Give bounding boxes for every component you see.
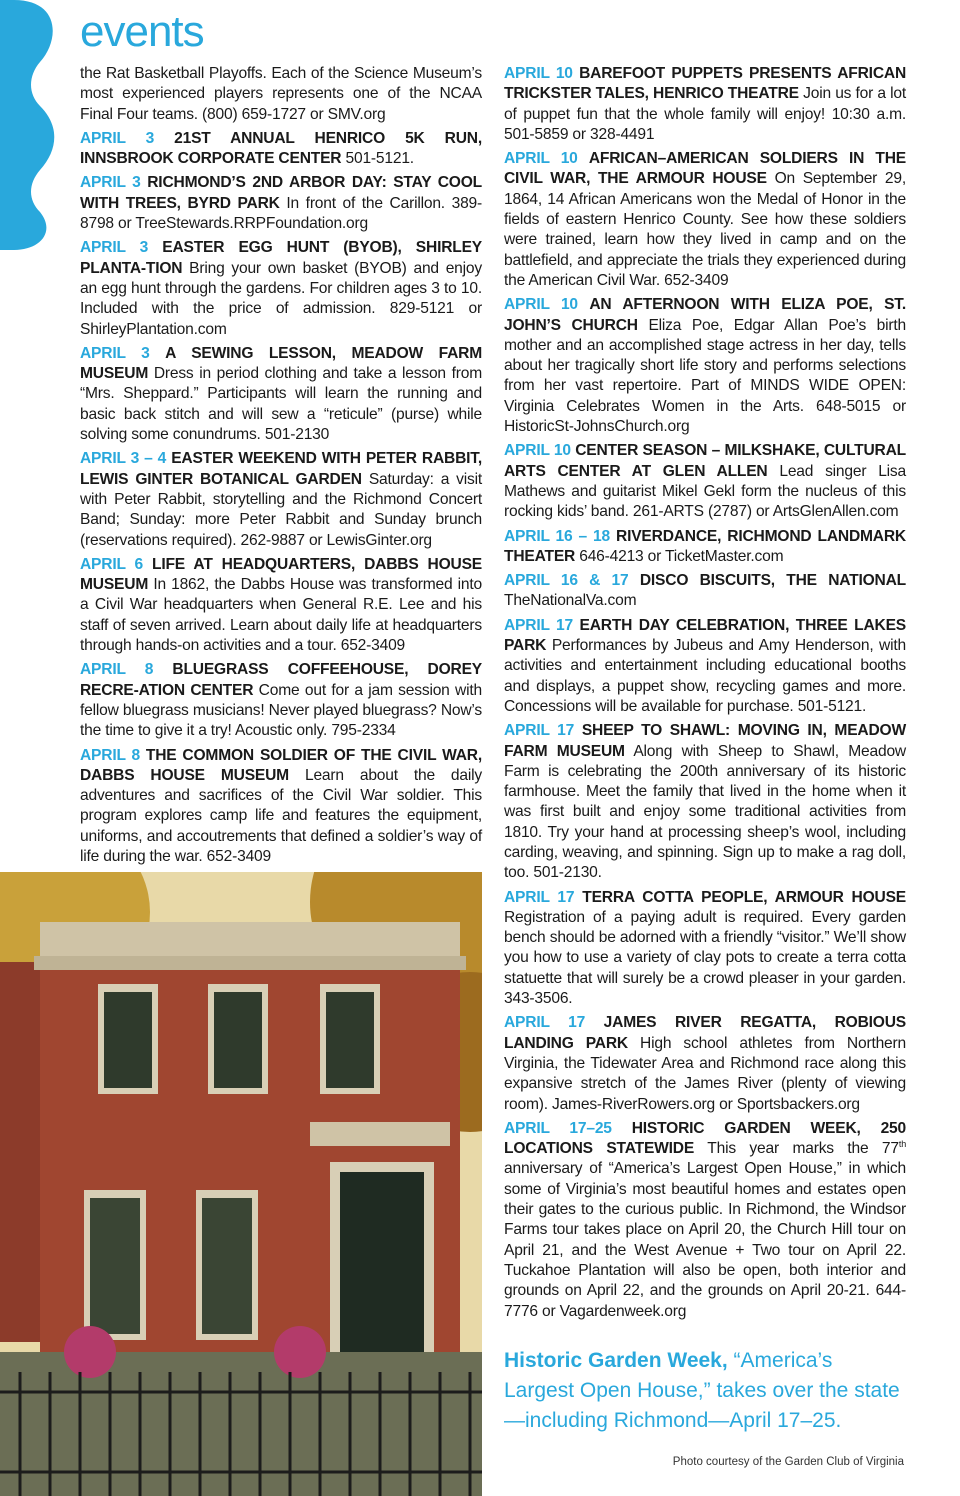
event-listing bbox=[504, 888, 906, 1010]
event-title: HISTORIC GARDEN WEEK, 250 LOCATIONS STATEWIDE bbox=[504, 1119, 906, 1158]
event-date: APRIL 3 bbox=[80, 344, 150, 362]
event-date: APRIL 10 bbox=[504, 65, 573, 82]
event-body: Registration of a paying adult is required. Every garden bench should be adorned with a friendly “visitor.” We’ll show you how to use a variety of clay pots to create a terra cotta statuette that will surely be a crowd pleaser in your garden. 343-3506. bbox=[504, 908, 906, 1008]
event-date: APRIL 3 – 4 bbox=[80, 450, 167, 468]
event-body: On September 29, 1864, 14 African Americans won the Medal of Honor in the fields of eastern Henrico County. See how these soldiers were trained, learn how they lived in camp and on the battlefield, and appreciate the trials they experienced during the American Civil War. 652-3409 bbox=[504, 170, 906, 289]
event-title: BLUEGRASS COFFEEHOUSE, DOREY RECRE-ATION CENTER bbox=[80, 661, 483, 699]
event-date: APRIL 8 bbox=[80, 661, 154, 679]
event-listing bbox=[504, 295, 906, 437]
event-body-continued: anniversary of “America’s Largest Open House,” in which some of Virginia’s most beautiful homes and estates open their gates to the curious public. In Richmond, the Windsor Farms tour takes place on April 20, the Church Hill tour on April 21, and the West Avenue + Two tour on April 22. Tuckahoe Plantation will also be open, both interior and grounds on April 22, and the grounds on April 20-21. 644-7776 or Vagardenweek.org bbox=[504, 1160, 906, 1320]
ordinal-suffix: th bbox=[898, 1138, 906, 1149]
photo-caption bbox=[504, 1346, 904, 1436]
event-date: APRIL 17 bbox=[504, 888, 575, 906]
caption-lead: Historic Garden Week, bbox=[504, 1349, 728, 1372]
intro-paragraph: the Rat Basketball Playoffs. Each of the Science Museum’s most experienced players represents one of the NCAA Final Four teams. (800) 659-1727 or SMV.org bbox=[80, 65, 482, 123]
event-body: Join us for a lot of puppet fun that the whole family will enjoy! 10:30 a.m. 501-5859 or 328-4491 bbox=[504, 85, 906, 143]
event-listing bbox=[80, 173, 482, 234]
event-title: LIFE AT HEADQUARTERS, DABBS HOUSE MUSEUM bbox=[80, 555, 482, 594]
photo-credit: Photo courtesy of the Garden Club of Virginia bbox=[672, 1456, 904, 1468]
event-listing bbox=[80, 746, 482, 868]
event-body: TheNationalVa.com bbox=[504, 592, 637, 610]
event-date: APRIL 10 bbox=[504, 296, 578, 314]
event-title: TERRA COTTA PEOPLE, ARMOUR HOUSE bbox=[582, 888, 906, 906]
event-date: APRIL 3 bbox=[80, 174, 141, 192]
event-body: Performances by Jubeus and Amy Henderson, with activities and entertainment including educational booths and displays, a puppet show, recycling games and more. Concessions will be available for purchase. 501-5121. bbox=[504, 637, 906, 715]
event-title: JAMES RIVER REGATTA, ROBIOUS LANDING PARK bbox=[504, 1014, 906, 1052]
right-column bbox=[504, 64, 906, 1326]
event-date: APRIL 17 bbox=[504, 1014, 586, 1032]
event-listing bbox=[504, 149, 906, 291]
event-date: APRIL 17–25 bbox=[504, 1119, 612, 1137]
event-listing bbox=[80, 555, 482, 656]
event-body: High school athletes from Northern Virginia, the Tidewater Area and Richmond race along this expansive stretch of the James River (plenty of viewing room). James-RiverRowers.org or Sportsbackers.org bbox=[504, 1034, 906, 1113]
event-date: APRIL 17 bbox=[504, 616, 573, 634]
event-body: Lead singer Lisa Mathews and guitarist Mikel Gekl form the nucleus of this rocking kids’ band. 261-ARTS (2787) or ArtsGlenAllen.com bbox=[504, 462, 906, 521]
event-title: EASTER EGG HUNT (BYOB), SHIRLEY PLANTA-TION bbox=[80, 239, 482, 277]
event-listing bbox=[80, 660, 482, 741]
event-title: EASTER WEEKEND WITH PETER RABBIT, LEWIS GINTER BOTANICAL GARDEN bbox=[80, 450, 482, 488]
event-title: AFRICAN–AMERICAN SOLDIERS IN THE CIVIL WAR, THE ARMOUR HOUSE bbox=[504, 150, 906, 188]
event-date: APRIL 8 bbox=[80, 746, 140, 764]
event-listing bbox=[504, 571, 906, 612]
event-title: A SEWING LESSON, MEADOW FARM MUSEUM bbox=[80, 344, 483, 383]
event-title: AN AFTERNOON WITH ELIZA POE, ST. JOHN’S CHURCH bbox=[504, 296, 907, 334]
event-body: Come out for a jam session with fellow bluegrass musicians! Never played bluegrass? Now’s the time to give it a try! Acoustic only. 795-2334 bbox=[80, 681, 482, 740]
event-title: RICHMOND’S 2ND ARBOR DAY: STAY COOL WITH TREES, BYRD PARK bbox=[80, 174, 482, 212]
event-date: APRIL 3 bbox=[80, 239, 149, 257]
event-title: RIVERDANCE, RICHMOND LANDMARK THEATER bbox=[504, 527, 906, 565]
event-body: In 1862, the Dabbs House was transformed into a Civil War headquarters when General R.E. Lee and his staff of seven arrived. Learn about daily life at headquarters through hands-on activities and a tour. 652-3409 bbox=[80, 576, 482, 655]
section-title: events bbox=[80, 7, 204, 56]
event-listing bbox=[504, 441, 906, 522]
event-listing-garden-week bbox=[504, 1119, 906, 1322]
event-title: CENTER SEASON – MILKSHAKE, CULTURAL ARTS CENTER AT GLEN ALLEN bbox=[504, 442, 906, 480]
event-listing bbox=[504, 616, 906, 717]
event-title: EARTH DAY CELEBRATION, THREE LAKES PARK bbox=[504, 616, 906, 655]
event-body: Along with Sheep to Shawl, Meadow Farm is celebrating the 200th anniversary of its historic farmhouse. Meet the family that lived in the home when it was first built and enjoy some traditional activities from 1810. Try your hand at processing sheep’s wool, including carding, weaving, and spinning. Sign up to make a rag doll, too. 501-2130. bbox=[504, 742, 906, 882]
event-title: SHEEP TO SHAWL: MOVING IN, MEADOW FARM MUSEUM bbox=[504, 722, 906, 760]
event-date: APRIL 16 – 18 bbox=[504, 527, 610, 545]
event-title: 21ST ANNUAL HENRICO 5K RUN, INNSBROOK CORPORATE CENTER bbox=[80, 129, 482, 168]
left-column bbox=[80, 64, 482, 871]
event-listing bbox=[80, 449, 482, 550]
event-listing bbox=[504, 721, 906, 883]
event-title: BAREFOOT PUPPETS PRESENTS AFRICAN TRICKSTER TALES, HENRICO THEATRE bbox=[504, 65, 907, 103]
event-listing bbox=[504, 64, 906, 145]
event-body: 501-5121. bbox=[345, 150, 414, 168]
event-date: APRIL 3 bbox=[80, 129, 155, 147]
section-tab-shape bbox=[0, 0, 60, 250]
event-listing bbox=[80, 238, 482, 339]
event-listing bbox=[504, 527, 906, 568]
event-body: Dress in period clothing and take a lesson from “Mrs. Sheppard.” Participants will learn the running and basic back stitch and will sew a “reticule” (purse) while solving some conundrums. 501-2130 bbox=[80, 365, 482, 444]
event-body: Saturday: a visit with Peter Rabbit, storytelling and the Richmond Concert Band; Sunday: more Peter Rabbit and Sunday brunch (reservations required). 262-9887 or LewisGinter.org bbox=[80, 470, 482, 549]
event-listing bbox=[80, 129, 482, 170]
event-title: DISCO BISCUITS, THE NATIONAL bbox=[639, 572, 906, 590]
event-date: APRIL 16 & 17 bbox=[504, 572, 629, 590]
event-body: This year marks the 77 bbox=[707, 1140, 899, 1158]
event-body: Eliza Poe, Edgar Allan Poe’s birth mother and an accomplished stage actress in her day, tells about her tragically short life story and performs selections from her vast repertoire. Part of MINDS WIDE OPEN: Virginia Celebrates Women in the Arts. 648-5015 or HistoricSt-JohnsChurch.org bbox=[504, 316, 906, 436]
event-body: In front of the Carillon. 389-8798 or TreeStewards.RRPFoundation.org bbox=[80, 194, 483, 233]
event-listing bbox=[504, 1013, 906, 1114]
event-date: APRIL 6 bbox=[80, 555, 143, 573]
event-date: APRIL 10 bbox=[504, 150, 578, 168]
caption-text: “America’s Largest Open House,” takes over the state—including Richmond—April 17–25. bbox=[504, 1349, 900, 1432]
event-date: APRIL 10 bbox=[504, 442, 571, 460]
event-body: Bring your own basket (BYOB) and enjoy an egg hunt through the gardens. For children ages 3 to 10. Included with the price of admission. 829-5121 or ShirleyPlantation.com bbox=[80, 259, 482, 338]
event-date: APRIL 17 bbox=[504, 722, 575, 740]
event-title: THE COMMON SOLDIER OF THE CIVIL WAR, DABBS HOUSE MUSEUM bbox=[80, 746, 482, 784]
event-body: Learn about the daily adventures and sacrifices of the Civil War soldier. This program explores camp life and features the equipment, uniforms, and accoutrements that defined a soldier’s way of life during the war. 652-3409 bbox=[80, 766, 482, 865]
event-listing bbox=[80, 344, 482, 445]
event-body: 646-4213 or TicketMaster.com bbox=[579, 547, 784, 565]
house-photo bbox=[0, 872, 482, 1496]
